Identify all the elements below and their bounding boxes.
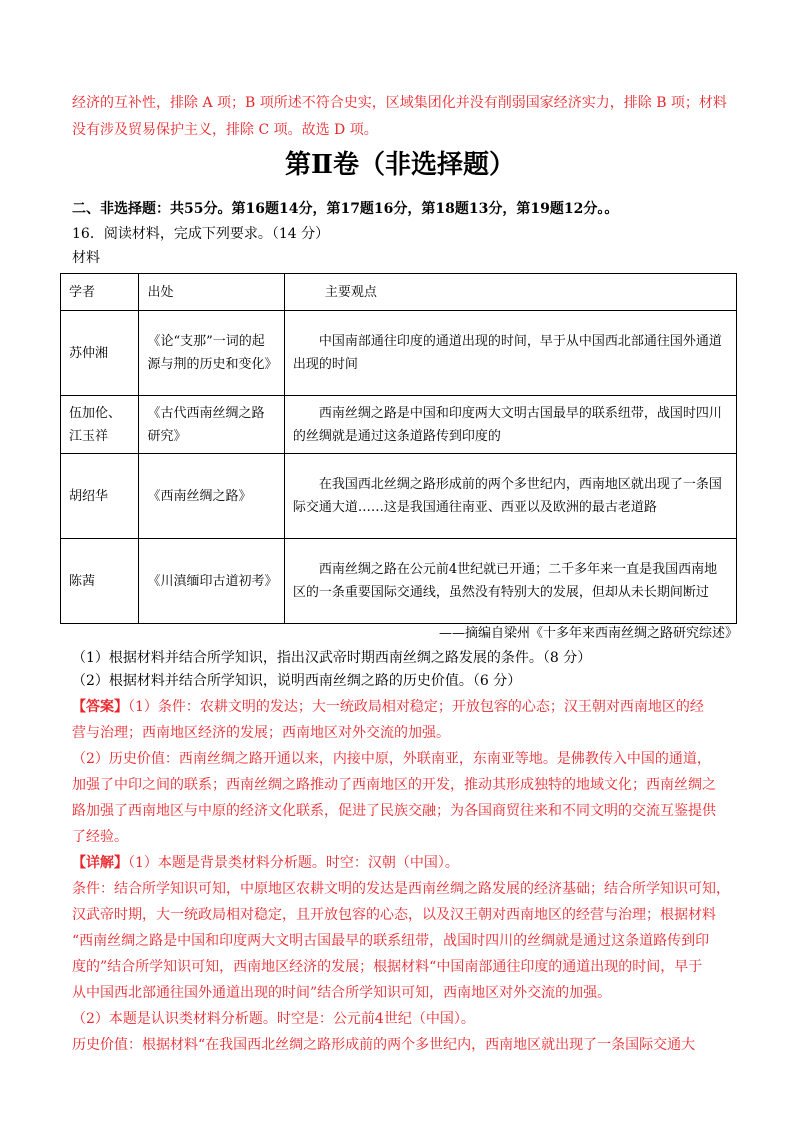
cell-scholar: 苏仲湘 [61, 311, 139, 396]
header-view: 主要观点 [284, 274, 736, 311]
answer-label: 【答案】 [72, 699, 128, 715]
sub-question: （2）根据材料并结合所学知识，说明西南丝绸之路的历史价值。（6 分） [72, 673, 522, 689]
material-table [60, 273, 737, 624]
cell-view: 西南丝绸之路在公元前4世纪就已开通；二千多年来一直是我国西南地区的一条重要国际交通线，虽然没有特别大的发展，但却从未长期间断过 [284, 539, 736, 624]
detail-line: 历史价值：根据材料“在我国西北丝绸之路形成前的两个多世纪内，西南地区就出现了一条国际交通大 [72, 1037, 696, 1053]
material-label: 材料 [72, 250, 100, 266]
cell-source: 《古代西南丝绸之路研究》 [139, 396, 284, 454]
answer-line [72, 697, 732, 717]
answer-line: 营与治理；西南地区经济的发展；西南地区对外交流的加强。 [72, 725, 450, 741]
section-heading: 二、非选择题：共55分。第16题14分，第17题16分，第18题13分，第19题12分。。 [72, 201, 619, 217]
answer-line: 加强了中印之间的联系；西南丝绸之路推动了西南地区的开发，推动其形成独特的地域文化；西南丝绸之 [72, 777, 716, 793]
cell-scholar: 胡绍华 [61, 454, 139, 539]
header-scholar: 学者 [61, 274, 139, 311]
question-text: 16．阅读材料，完成下列要求。（14 分） [72, 226, 330, 242]
section-title: 第Ⅱ卷（非选择题） [285, 150, 515, 180]
detail-line: 度的”结合所学知识可知，西南地区经济的发展；根据材料“中国南部通往印度的通道出现的时间，早于 [72, 959, 703, 975]
cell-source: 《论“支那”一词的起源与荆的历史和变化》 [139, 311, 284, 396]
detail-line: 汉武帝时期，大一统政局相对稳定，且开放包容的心态，以及汉王朝对西南地区的经营与治理；根据材料 [72, 907, 716, 923]
table-row [61, 396, 737, 454]
cell-view: 中国南部通往印度的通道出现的时间，早于从中国西北部通往国外通道出现的时间 [284, 311, 736, 396]
detail-line: （2）本题是认识类材料分析题。时空是：公元前4世纪（中国）。 [72, 1011, 475, 1027]
detail-line [72, 853, 732, 873]
detail-line: 从中国西北部通往国外通道出现的时间”结合所学知识可知，西南地区对外交流的加强。 [72, 985, 612, 1001]
table-row [61, 539, 737, 624]
answer-text: （1）条件：农耕文明的发达；大一统政局相对稳定；开放包容的心态；汉王朝对西南地区的经 [128, 699, 704, 715]
header-source: 出处 [139, 274, 284, 311]
detail-text: （1）本题是背景类材料分析题。时空：汉朝（中国）。 [128, 855, 459, 871]
answer-line: （2）历史价值：西南丝绸之路开通以来，内接中原，外联南亚，东南亚等地。是佛教传入中国的通道， [72, 751, 711, 767]
text-line: 没有涉及贸易保护主义，排除 C 项。故选 D 项。 [72, 122, 378, 138]
cell-source: 《川滇缅印古道初考》 [139, 539, 284, 624]
cell-view: 在我国西北丝绸之路形成前的两个多世纪内，西南地区就出现了一条国际交通大道……这是我国通往南亚、西亚以及欧洲的最古老道路 [284, 454, 736, 539]
detail-line: 条件：结合所学知识可知，中原地区农耕文明的发达是西南丝绸之路发展的经济基础；结合所学知识可知， [72, 881, 730, 897]
answer-line: 路加强了西南地区与中原的经济文化联系，促进了民族交融；为各国商贸往来和不同文明的交流互鉴提供 [72, 803, 716, 819]
cell-scholar: 陈茜 [61, 539, 139, 624]
cell-scholar: 伍加伦、江玉祥 [61, 396, 139, 454]
cell-source: 《西南丝绸之路》 [139, 454, 284, 539]
detail-line: “西南丝绸之路是中国和印度两大文明古国最早的联系纽带，战国时四川的丝绸就是通过这条道路传到印 [72, 933, 710, 949]
table-source: ——摘编自梁州《十多年来西南丝绸之路研究综述》 [438, 626, 738, 641]
table-header-row [61, 274, 737, 311]
sub-question: （1）根据材料并结合所学知识，指出汉武帝时期西南丝绸之路发展的条件。（8 分） [72, 650, 592, 666]
answer-line: 了经验。 [72, 829, 128, 845]
table-row [61, 454, 737, 539]
table-row [61, 311, 737, 396]
text-line: 经济的互补性，排除 A 项；B 项所述不符合史实，区域集团化并没有削弱国家经济实力，排除 B 项；材料 [72, 95, 727, 111]
cell-view: 西南丝绸之路是中国和印度两大文明古国最早的联系纽带，战国时四川的丝绸就是通过这条道路传到印度的 [284, 396, 736, 454]
detail-label: 【详解】 [72, 855, 128, 871]
